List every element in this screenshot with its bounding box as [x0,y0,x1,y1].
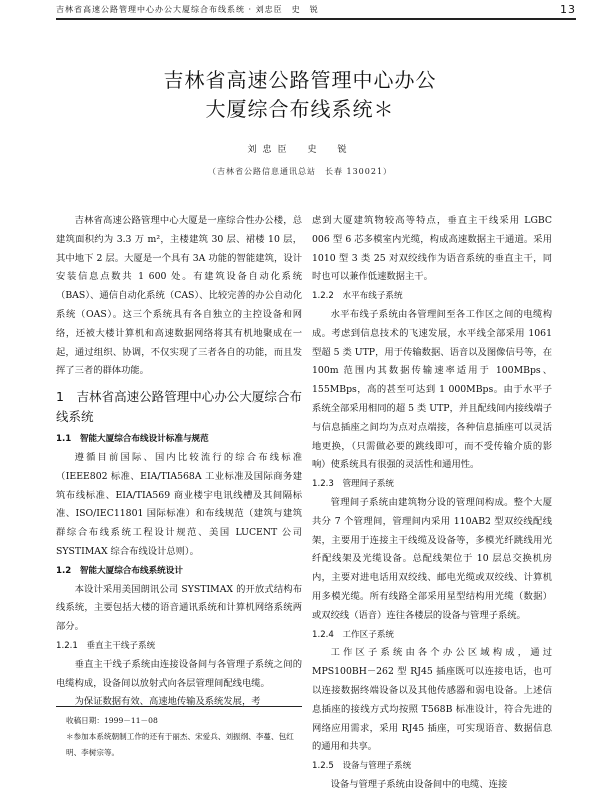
right-column [312,212,562,795]
section-1-heading: 1 吉林省高速公路管理中心办公大厦综合布线系统 [56,389,302,425]
article-authors: 刘忠臣 史 锐 [247,145,353,155]
design-paragraph: 本设计采用美国朗讯公司 SYSTIMAX 的开放式结构布线系统，主要包括大楼的语音通讯系统和计算机网络系统两部分。 [56,583,302,633]
intro-paragraph: 吉林省高速公路管理中心大厦是一座综合性办公楼，总建筑面积约为 3.3 万 m²，主楼建筑 30 层、裙楼 10 层，其中地下 2 层。大厦是一个具有 3A 功能的智能建筑，设计安装信息点数共 1 600 处。有建筑设备自动化系统（BAS）、通信自动化系统（CAS）、比较完善的办公自动化系统（OAS）。这三个系统具有各自独立的主控设备和网络，还被大楼计算机和高速数据网络将其有机地聚成在一起，通过组织、协调，不仅实现了三者各自的功能，而且发挥了三者的群体功能。 [56,215,302,377]
received-date: 收稿日期：1999－11－08 [66,716,158,725]
footnote-block [56,706,302,761]
backbone-paragraph: 垂直主干线子系统由连接设备间与各管理子系统之间的电缆构成，设备间以放射式向各层管理间配线电缆。 [56,658,302,689]
article-affiliation: （吉林省公路信息通讯总站 长春 130021） [207,167,393,176]
management-paragraph: 管理间子系统由建筑物分设的管理间构成。整个大厦共分 7 个管理间，管理间内采用 110AB2 型双绞线配线架，主要用于连接主干线缆及设备等，多模光纤跳线用光纤配线架及光缆设备。总配线架位于 10 层总交换机房内，主要对进电话用双绞线、邮电光缆或双绞线、计算机用多模光缆。所有线路全部采用星型结构用光缆（数据）或双绞线（语音）连往各楼层的设备与管理子系统。 [312,496,552,621]
running-title: 吉林省高速公路管理中心办公大厦综合布线系统 · 刘忠臣 史 锐 [56,5,319,14]
backbone-paragraph-continued: 为保证数据有效、高速地传输及系统发展，考 [74,696,261,708]
article-title-line1: 吉林省高速公路管理中心办公 [163,68,437,92]
section-1-2-3-heading: 1.2.3 管理间子系统 [312,479,395,490]
section-1-2-2-heading: 1.2.2 水平布线子系统 [312,291,403,302]
standards-paragraph: 遵循目前国际、国内比较流行的综合布线标准（IEEE802 标准、EIA/TIA568A 工业标准及国际商务建筑布线标准、EIA/TIA569 商业楼宇电讯线槽及其间隔标准、ISO/IEC11801 国际标准）和布线规范（建筑与建筑群综合布线系统工程设计规范、美国 LUCENT 公司 SYSTIMAX 综合布线设计总则）。 [56,451,302,557]
left-column [56,212,302,712]
running-header [56,2,576,20]
section-1-1-heading: 1.1 智能大厦综合布线设计标准与规范 [56,434,209,445]
work-area-paragraph: 工作区子系统由各个办公区域构成，通过 MPS100BH－262 型 RJ45 插座既可以连接电话，也可以连接数据终端设备以及其他传感器和弱电设备。上述信息插座的接线方式均按照 T568B 标准设计，符合先进的网络应用需求，采用 RJ45 插座，可实现语音、数据信息的通用和共享。 [312,647,552,753]
backbone-continuation: 虑到大厦建筑物较高等特点，垂直主干线采用 LGBC 006 型 6 芯多模室内光缆，构成高速数据主干通道。采用 1010 型 3 类 25 对双绞线作为语音系统的垂直主干，同时也可以兼作低速数据主干。 [312,215,562,283]
page-number: 13 [560,3,576,16]
section-1-2-heading: 1.2 智能大厦综合布线系统设计 [56,565,183,576]
section-1-2-5-heading: 1.2.5 设备与管理子系统 [312,761,412,772]
section-1-2-1-heading: 1.2.1 垂直主干线子系统 [56,640,156,651]
equipment-paragraph: 设备与管理子系统由设备间中的电缆、连接 [330,778,508,790]
horizontal-paragraph: 水平布线子系统由各管理间至各工作区之间的电缆构成。考虑到信息技术的飞速发展，水平线全部采用 1061 型超 5 类 UTP，用于传输数据、语音以及图像信号等，在 100m 范围内其数据传输速率适用于 100MBps、155MBps，高的甚至可达到 1 000MBps。由于水平子系统全部采用相同的超 5 类 UTP，并且配线间内接线端子与信息插座之间均为点对点端接，各种信息插座可以灵活地更换，（只需做必要的跳线即可，而不受传输介质的影响）使系统具有很强的灵活性和通用性。 [312,308,552,471]
contributors-note: ＊参加本系统朝制工作的还有于丽杰、宋爱兵、刘振纲、李蔓、包红明、李树宗等。 [66,732,294,757]
article-title-line2: 大厦综合布线系统＊ [205,97,395,121]
section-1-2-4-heading: 1.2.4 工作区子系统 [312,629,395,640]
